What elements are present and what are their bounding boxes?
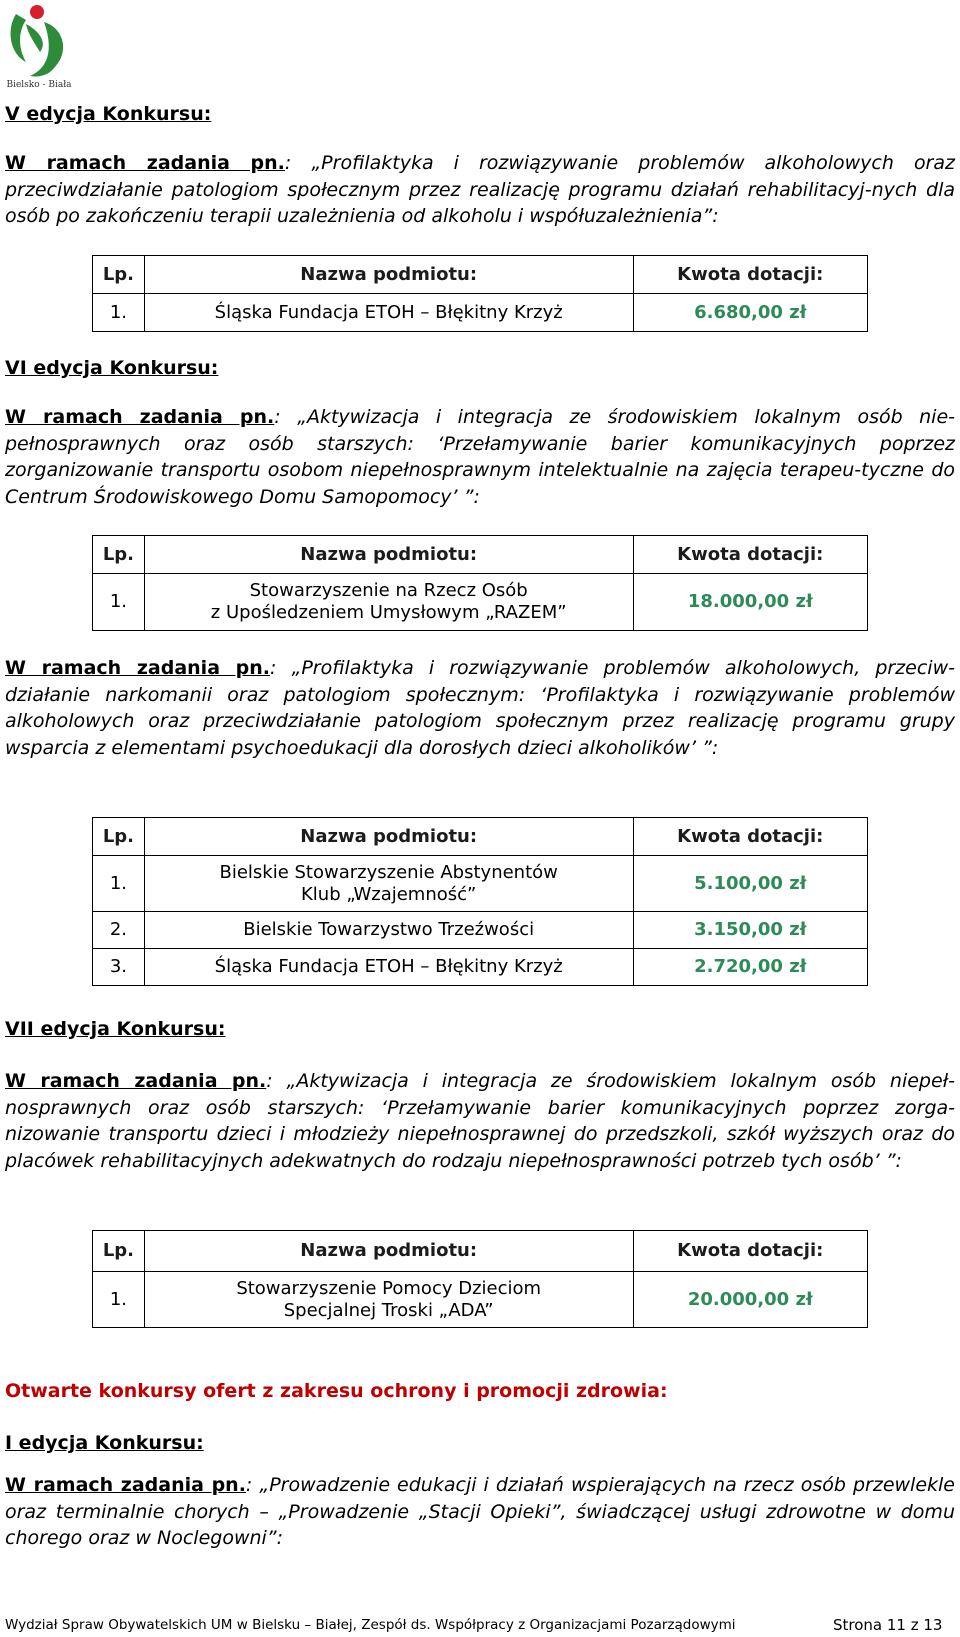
row-name-line1: Stowarzyszenie na Rzecz Osób <box>249 580 528 601</box>
task-text: : „Profilaktyka i rozwiązywanie problemów alkoholowych, przeciw-działanie narkomanii oraz patologiom społecznym: ‘Profilaktyka i rozwiązywanie problemów alkoholowych oraz przeciwdziałanie patologiom społecznym przez realizację programu grupy wsparcia z elementami psychoedukacji dla dorosłych dzieci alkoholików’ ”: <box>5 657 955 759</box>
page-footer <box>5 1616 943 1634</box>
logo-caption: Bielsko - Biała <box>6 80 72 90</box>
grant-table <box>92 1230 868 1328</box>
section-heading: V edycja Konkursu: <box>5 103 212 125</box>
task-lead: W ramach zadania pn. <box>5 1474 246 1496</box>
task-text: : „Aktywizacja i integracja ze środowiskiem lokalnym osób niepeł-nosprawnych oraz osób starszych: ‘Przełamywanie barier komunikacyjnych poprzez zorga-nizowanie transportu dzieci i młodzieży niepełnosprawnej do przedszkoli, szkół wyższych oraz do placówek rehabilitacyjnych adekwatnych do rodzaju niepełnosprawności potrzeb tych osób’ ”: <box>5 1070 955 1172</box>
row-name-line2: z Upośledzeniem Umysłowym „RAZEM” <box>210 602 567 623</box>
col-lp: Lp. <box>93 256 145 294</box>
task-description <box>5 150 955 230</box>
row-name: Śląska Fundacja ETOH – Błękitny Krzyż <box>144 949 633 986</box>
section-title: Otwarte konkursy ofert z zakresu ochrony i promocji zdrowia: <box>5 1380 668 1402</box>
col-name: Nazwa podmiotu: <box>144 1231 633 1272</box>
row-name: Śląska Fundacja ETOH – Błękitny Krzyż <box>144 294 633 332</box>
task-description <box>5 404 955 510</box>
col-amount: Kwota dotacji: <box>633 536 868 574</box>
section-heading: VI edycja Konkursu: <box>5 357 219 379</box>
task-description <box>5 1472 955 1552</box>
table-row <box>93 949 868 986</box>
logo-mark-icon <box>4 2 74 82</box>
row-name: Bielskie Towarzystwo Trzeźwości <box>144 912 633 949</box>
row-lp: 1. <box>93 1272 145 1328</box>
page-number: Strona 11 z 13 <box>833 1616 943 1634</box>
grant-table <box>92 817 868 986</box>
task-lead: W ramach zadania pn. <box>5 406 275 428</box>
task-text: : „Profilaktyka i rozwiązywanie problemów alkoholowych oraz przeciwdziałanie patologiom społecznym przez realizację programu działań rehabilitacyj-nych dla osób po zakończeniu terapii uzależnienia od alkoholu i współuzależnienia”: <box>5 152 955 227</box>
col-name: Nazwa podmiotu: <box>144 256 633 294</box>
row-name-line1: Bielskie Stowarzyszenie Abstynentów <box>219 861 558 883</box>
col-name: Nazwa podmiotu: <box>144 818 633 856</box>
footer-text: Wydział Spraw Obywatelskich UM w Bielsku – Białej, Zespół ds. Współpracy z Organizacjami Pozarządowymi <box>5 1617 736 1633</box>
col-lp: Lp. <box>93 1231 145 1272</box>
row-amount: 20.000,00 zł <box>633 1272 868 1328</box>
row-lp: 2. <box>93 912 145 949</box>
row-lp: 1. <box>93 856 145 912</box>
col-amount: Kwota dotacji: <box>633 1231 868 1272</box>
row-name <box>144 1272 633 1328</box>
row-name-line2: Klub „Wzajemność” <box>300 883 477 905</box>
task-text: : „Aktywizacja i integracja ze środowiskiem lokalnym osób nie-pełnosprawnych oraz osób starszych: ‘Przełamywanie barier komunikacyjnych poprzez zorganizowanie transportu osobom niepełnosprawnym intelektualnie na zajęcia terapeu-tyczne do Centrum Środowiskowego Domu Samopomocy’ ”: <box>5 406 955 508</box>
col-lp: Lp. <box>93 536 145 574</box>
row-amount: 3.150,00 zł <box>633 912 868 949</box>
table-row <box>93 574 868 631</box>
row-amount: 2.720,00 zł <box>633 949 868 986</box>
row-lp: 1. <box>93 574 145 631</box>
table-row <box>93 856 868 912</box>
col-amount: Kwota dotacji: <box>633 818 868 856</box>
row-name-line2: Specjalnej Troski „ADA” <box>283 1299 494 1321</box>
row-lp: 1. <box>93 294 145 332</box>
row-name <box>144 856 633 912</box>
grant-table <box>92 255 868 332</box>
section-heading: VII edycja Konkursu: <box>5 1018 226 1040</box>
row-name <box>144 574 633 631</box>
row-amount: 6.680,00 zł <box>633 294 868 332</box>
row-lp: 3. <box>93 949 145 986</box>
table-row <box>93 294 868 332</box>
section-heading: I edycja Konkursu: <box>5 1432 204 1454</box>
col-amount: Kwota dotacji: <box>633 256 868 294</box>
bielsko-biala-logo <box>4 2 74 92</box>
table-row <box>93 1272 868 1328</box>
task-text: : „Prowadzenie edukacji i działań wspierających na rzecz osób przewlekle oraz terminalnie chorych – „Prowadzenie „Stacji Opieki”, świadczącej usługi zdrowotne w domu chorego oraz w Noclegowni”: <box>5 1474 955 1549</box>
col-lp: Lp. <box>93 818 145 856</box>
row-name-line1: Stowarzyszenie Pomocy Dzieciom <box>236 1277 542 1299</box>
col-name: Nazwa podmiotu: <box>144 536 633 574</box>
task-lead: W ramach zadania pn. <box>5 657 271 679</box>
task-lead: W ramach zadania pn. <box>5 1070 267 1092</box>
table-row <box>93 912 868 949</box>
row-amount: 5.100,00 zł <box>633 856 868 912</box>
task-lead: W ramach zadania pn. <box>5 152 285 174</box>
task-description <box>5 1068 955 1174</box>
grant-table <box>92 535 868 631</box>
task-description <box>5 655 955 761</box>
row-amount: 18.000,00 zł <box>633 574 868 631</box>
